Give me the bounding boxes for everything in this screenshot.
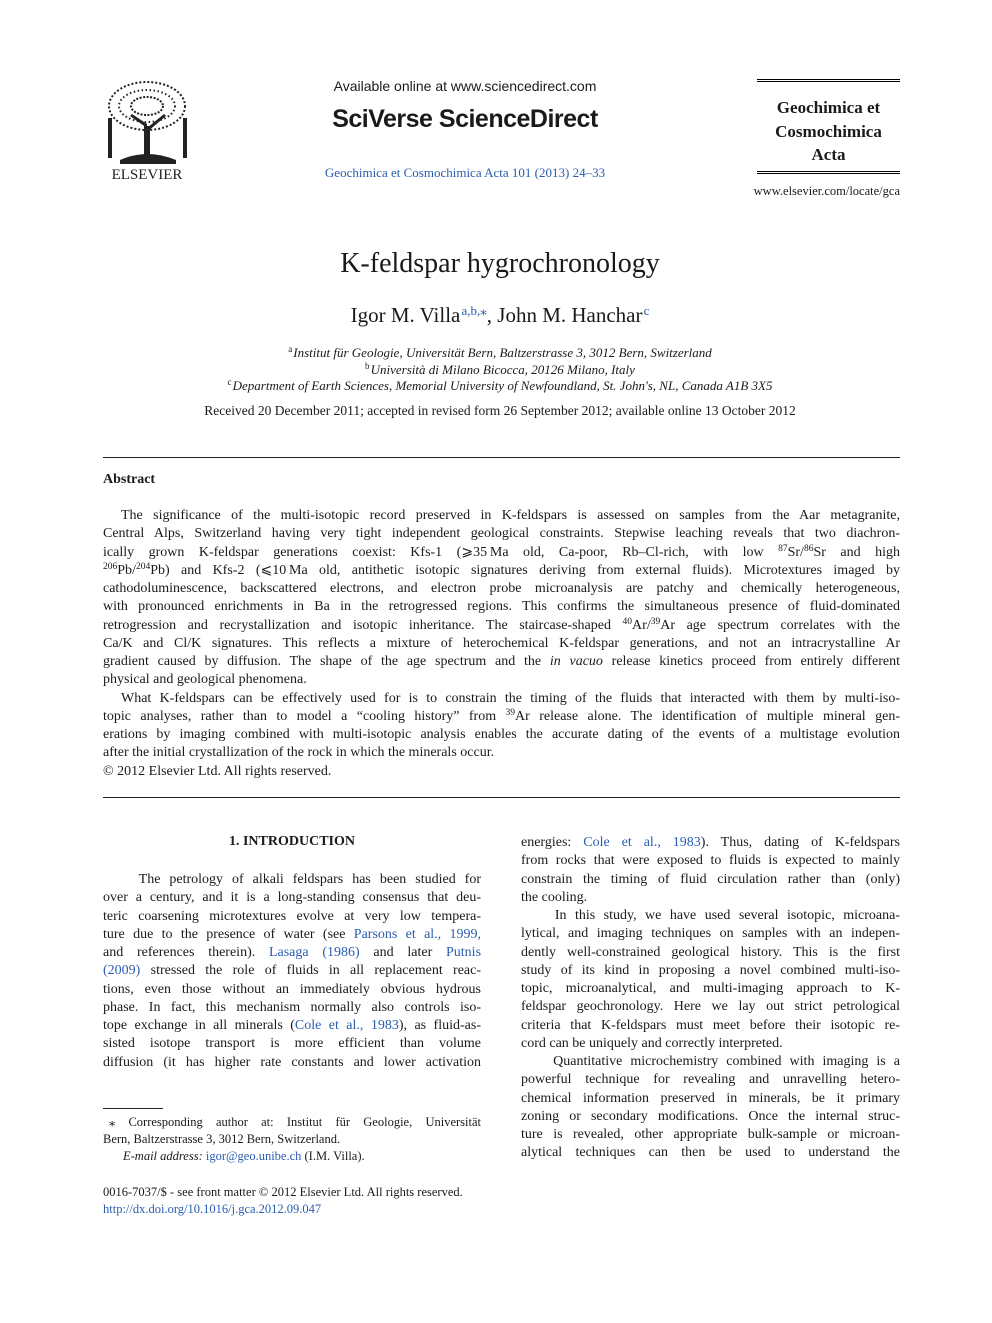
abstract-line: retrogression and recrystallization and isotopic inheritance. The staircase-shaped $^{40}$Ar/$^{39}$Ar age spectrum correlates with the <box>103 616 900 633</box>
text-line: ture is revealed, other appropriate bulk-sample or microan- <box>521 1127 900 1142</box>
abstract-line: topic analyses, rather than to model a “cooling history” from $^{39}$Ar release alone. The identification of multiple mineral gen- <box>103 707 901 724</box>
author-name: John M. Hanchar <box>497 303 643 327</box>
affiliation: $^b$ Università di Milano Bicocca, 20126 Milano, Italy <box>365 361 635 377</box>
article-title: K-feldspar hygrochronology <box>340 248 660 279</box>
front-matter <box>103 1184 603 1217</box>
abstract-line: erations by imaging combined with multi-isotopic analysis enables the accurate dating of the events of a multistage evolution <box>103 727 900 742</box>
journal-title <box>757 96 900 167</box>
abstract-line: What K-feldspars can be effectively used for is to constrain the timing of the fluids that interacted with them by multi-iso- <box>121 690 900 706</box>
issn-line: 0016-7037/$ - see front matter © 2012 Elsevier Ltd. All rights reserved. <box>103 1185 463 1199</box>
text-line: tope exchange in all minerals (Cole et al., 1983), as fluid-as- <box>103 1018 481 1033</box>
footnote-line: Bern, Baltzerstrasse 3, 3012 Bern, Switzerland. <box>103 1132 341 1146</box>
doi-link[interactable]: http://dx.doi.org/10.1016/j.gca.2012.09.047 <box>103 1201 322 1216</box>
sciverse-logo-text: SciVerse ScienceDirect <box>332 105 598 133</box>
text-line: criteria that K-feldspars must meet before their isotopic re- <box>521 1017 900 1033</box>
journal-title-line: Cosmochimica <box>775 121 882 141</box>
footnote <box>103 1114 481 1165</box>
abstract-line: Central Alps, Switzerland having very tight independent geological constraints. Stepwise leaching reveals that two diachron- <box>103 526 900 542</box>
text-line: from rocks that were exposed to fluids is expected to mainly <box>521 853 900 869</box>
column-right <box>521 834 900 1163</box>
text-line: teric coarsening microtextures evolve at very low tempera- <box>103 908 481 924</box>
footnote-rule <box>103 1108 163 1109</box>
text-line: the cooling. <box>521 889 588 905</box>
email-link[interactable]: igor@geo.unibe.ch <box>205 1149 302 1163</box>
citation-link[interactable]: Parsons et al., 1999, <box>353 926 482 942</box>
text-line: cord can be uniquely and correctly interpreted. <box>521 1035 783 1051</box>
author-list <box>100 303 900 328</box>
author-name: Igor M. Villa <box>350 303 461 327</box>
divider <box>103 797 900 798</box>
divider <box>103 457 900 458</box>
available-online-text: Available online at www.sciencedirect.com <box>333 78 597 94</box>
text-line: zoning or secondary modifications. Once the internal struc- <box>521 1108 900 1124</box>
author-separator: , <box>486 303 498 327</box>
abstract-line: gradient caused by diffusion. The shape of the age spectrum and the in vacuo release kinetics proceed from entirely different <box>103 654 900 669</box>
text-line: diffusion (it has higher rate constants and lower activation <box>103 1054 481 1070</box>
text-line: and references therein). Lasaga (1986) and later Putnis <box>103 945 482 960</box>
received-dates: Received 20 December 2011; accepted in revised form 26 September 2012; available online 13 October 2012 <box>204 403 796 418</box>
section-heading: 1. INTRODUCTION <box>228 834 355 849</box>
abstract-body <box>103 507 900 781</box>
citation-link[interactable]: Cole et al., 1983 <box>294 1018 399 1033</box>
journal-title-line: Geochimica et <box>776 98 881 117</box>
text-line: over a century, and it is a long-standing consensus that deu- <box>103 890 481 906</box>
abstract-heading: Abstract <box>103 472 156 487</box>
abstract-line: with pronounced enrichments in Ba in the retrogressed regions. This confirms the simultaneous presence of fluid-dominated <box>103 599 900 615</box>
text-line: dently well-constrained geological history. This is the first <box>521 944 900 960</box>
text-line: chemical information preserved in minerals, be it primary <box>521 1090 900 1106</box>
abstract-line: The significance of the multi-isotopic record preserved in K-feldspars is assessed on samples from the Aar metagranite, <box>121 508 900 523</box>
footnote-line: E-mail address: igor@geo.unibe.ch (I.M. Villa). <box>123 1149 365 1163</box>
author-affil-link[interactable]: c <box>643 303 650 318</box>
column-left <box>103 871 481 1072</box>
text-line: energies: Cole et al., 1983). Thus, dating of K-feldspars <box>521 835 900 850</box>
journal-reference[interactable]: Geochimica et Cosmochimica Acta 101 (2013) 24–33 <box>324 165 606 180</box>
citation-link[interactable]: Putnis <box>446 945 482 960</box>
abstract-line: cathodoluminescence, backscattered electrons, and electron probe microanalysis are patchy and chemically heterogeneous, <box>103 581 900 596</box>
citation-link[interactable]: (2009) <box>103 963 141 979</box>
text-line: ture due to the presence of water (see Parsons et al., 1999, <box>103 926 482 942</box>
citation-link[interactable]: Lasaga (1986) <box>268 945 360 960</box>
text-line: lytical, and imaging techniques on samples with an indepen- <box>521 926 900 942</box>
text-line: study of its kind in proposing a novel combined multi-iso- <box>521 962 900 978</box>
text-line: tions, even those without an immediately obvious hydrous <box>103 981 481 997</box>
journal-title-line: Acta <box>811 145 846 164</box>
text-line: phase. In fact, this mechanism normally also controls iso- <box>103 999 481 1015</box>
abstract-line: Ca/K and Cl/K signatures. This reflects a mixture of heterochemical K-feldspar generations, and not an intracrystalline Ar <box>103 635 900 651</box>
text-line: In this study, we have used several isotopic, microana- <box>521 908 900 923</box>
citation-link[interactable]: Cole et al., 1983 <box>583 835 701 850</box>
abstract-line: physical and geological phenomena. <box>103 672 307 688</box>
affiliation: $^c$ Department of Earth Sciences, Memorial University of Newfoundland, St. John's, NL, Canada A1B 3X5 <box>227 377 773 393</box>
author-affil-link[interactable]: a,b,⁎ <box>461 303 487 318</box>
text-line: powerful technique for revealing and unravelling hetero- <box>521 1072 900 1088</box>
abstract-line: ically grown K-feldspar generations coexist: Kfs-1 (⩾35 Ma old, Ca-poor, Rb–Cl-rich, with low $^{87}$Sr/$^{86}$Sr and high <box>103 543 900 560</box>
text-line: Quantitative microchemistry combined with imaging is a <box>521 1054 900 1069</box>
text-line: sisted isotope transport is more efficient than volume <box>103 1036 481 1052</box>
text-line: constrain the timing of fluid circulation rather than (only) <box>521 871 900 887</box>
elsevier-wordmark: ELSEVIER <box>111 167 183 183</box>
affiliation: $^a$ Institut für Geologie, Universität Bern, Baltzerstrasse 3, 3012 Bern, Switzerland <box>288 344 712 360</box>
elsevier-tree-logo <box>100 78 195 183</box>
text-line: topic, microanalytical, and multi-imaging approach to K- <box>521 981 900 996</box>
text-line: The petrology of alkali feldspars has been studied for <box>103 872 481 887</box>
footnote-line: ⁎ Corresponding author at: Institut für Geologie, Universität <box>109 1115 481 1129</box>
abstract-line: after the initial crystallization of the rock in which the minerals occur. <box>103 745 495 761</box>
text-line: feldspar geochronology. Here we lay out strict petrological <box>521 999 900 1015</box>
copyright-line: © 2012 Elsevier Ltd. All rights reserved. <box>103 763 332 779</box>
abstract-line: $^{206}$Pb/$^{204}$Pb) and Kfs-2 (⩽10 Ma old, antithetic isotopic signatures deriving from external fluids). Microtextures imaged by <box>103 561 900 578</box>
journal-url[interactable]: www.elsevier.com/locate/gca <box>753 184 900 198</box>
text-line: alytical techniques can then be used to understand the <box>521 1145 900 1161</box>
text-line: (2009) stressed the role of fluids in all replacement reac- <box>103 963 481 979</box>
